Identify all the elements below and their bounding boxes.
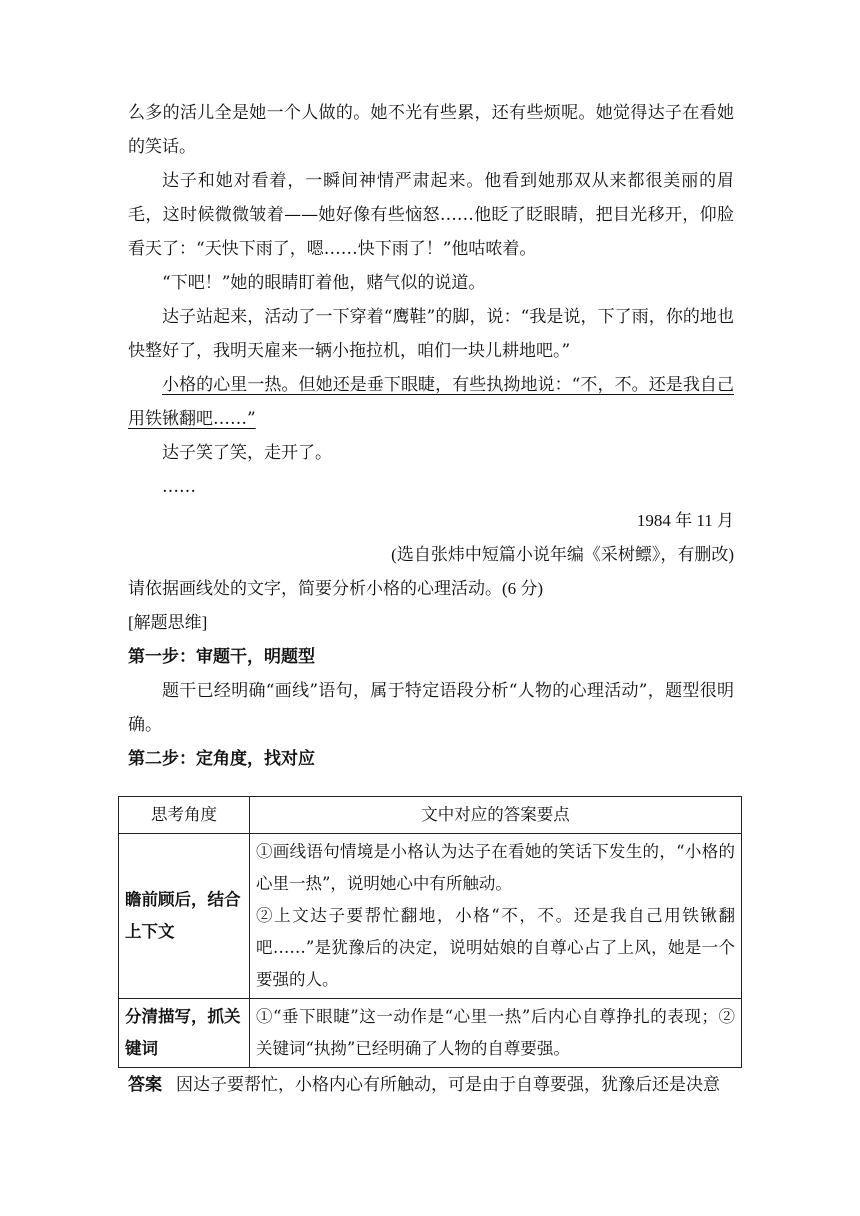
table-cell-points [250, 834, 742, 999]
table-cell-aspect: 分清描写，抓关键词 [119, 999, 250, 1068]
story-paragraph-6: 达子笑了笑，走开了。 [162, 443, 332, 463]
table-cell-points [250, 999, 742, 1068]
story-date: 1984 年 11 月 [636, 511, 734, 530]
story-paragraph-4: 达子站起来，活动了一下穿着“鹰鞋”的脚，说：“我是说，下了雨，你的地也快整好了，我明天雇来一辆小拖拉机，咱们一块儿耕地吧。” [128, 307, 734, 361]
approach-heading: [解题思维] [128, 613, 208, 632]
spacer [128, 776, 734, 796]
table-header-points: 文中对应的答案要点 [250, 797, 742, 834]
table-header-row [119, 797, 742, 834]
story-ellipsis: …… [162, 477, 196, 497]
step1-title: 第一步：审题干，明题型 [128, 647, 315, 667]
answer-text: 因达子要帮忙，小格内心有所触动，可是由于自尊要强，犹豫后还是决意 [176, 1075, 720, 1095]
story-paragraph-3: “下吧！”她的眼睛盯着他，赌气似的说道。 [162, 273, 486, 293]
point-item: ②上文达子要帮忙翻地，小格“不，不。还是我自己用铁锹翻吧……”是犹豫后的决定，说明姑娘的自尊心占了上风，她是一个要强的人。 [256, 906, 735, 989]
answer-label: 答案 [128, 1075, 162, 1095]
point-item: ①画线语句情境是小格认为达子在看她的笑话下发生的，“小格的心里一热”，说明她心中有所触动。 [256, 842, 735, 893]
story-source: (选自张炜中短篇小说年编《采树鳔》，有删改) [391, 545, 734, 564]
table-row [119, 999, 742, 1068]
table-row [119, 834, 742, 999]
step1-text: 题干已经明确“画线”语句，属于特定语段分析“人物的心理活动”，题型很明确。 [128, 681, 734, 735]
answer-line [128, 1068, 734, 1102]
point-item: ①“垂下眼睫”这一动作是“心里一热”后内心自尊挣扎的表现；②关键词“执拗”已经明确了人物的自尊要强。 [256, 1007, 735, 1058]
underlined-passage: 小格的心里一热。但她还是垂下眼睫，有些执拗地说：“不，不。还是我自己用铁锹翻吧……” [128, 375, 734, 429]
table-header-aspect: 思考角度 [119, 797, 250, 834]
step2-title: 第二步：定角度，找对应 [128, 749, 315, 769]
analysis-table [118, 796, 742, 1068]
question-prompt: 请依据画线处的文字，简要分析小格的心理活动。(6 分) [128, 579, 544, 598]
story-paragraph-1: 么多的活儿全是她一个人做的。她不光有些累，还有些烦呢。她觉得达子在看她的笑话。 [128, 103, 734, 157]
table-cell-aspect: 瞻前顾后，结合上下文 [119, 834, 250, 999]
document-page [125, 96, 735, 1102]
story-paragraph-2: 达子和她对看着，一瞬间神情严肃起来。他看到她那双从来都很美丽的眉毛，这时候微微皱着——她好像有些恼怒……他眨了眨眼睛，把目光移开，仰脸看天了：“天快下雨了，嗯……快下雨了！”他咕哝着。 [128, 171, 734, 259]
